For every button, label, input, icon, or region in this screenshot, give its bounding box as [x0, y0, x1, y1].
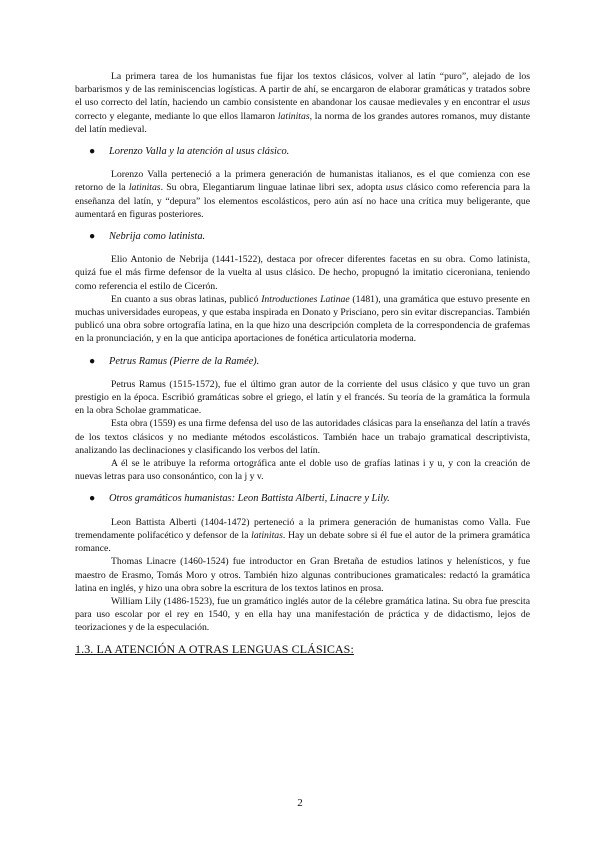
bullet-icon: ● — [89, 231, 96, 243]
bullet-icon: ● — [89, 355, 96, 367]
nebrija-paragraph-2: En cuanto a sus obras latinas, publicó Introductiones Latinae (1481), una gramática que estuvo presente en muchas universidades europeas, y que estaba inspirada en Donato y Prisciano, pero sin evitar discrepancias. También publicó una obra sobre ortografía latina, en la que hizo una descripción completa de la correspondencia de grafemas en la pronunciación, y en la que anticipa aportaciones de fonética articulatoria moderna. — [75, 293, 530, 345]
document-page — [75, 70, 530, 656]
bullet-icon: ● — [89, 146, 96, 158]
bullet-heading-otros: ● Otros gramáticos humanistas: Leon Battista Alberti, Linacre y Lily. — [75, 492, 530, 505]
page-number: 2 — [297, 797, 303, 809]
intro-paragraph: La primera tarea de los humanistas fue fijar los textos clásicos, volver al latín “puro”, alejado de los barbarismos y de las reminiscencias logísticas. A partir de ahí, se encargaron de elaborar gramáticas y tratados sobre el uso correcto del latín, haciendo un cambio consistente en abandonar los causae medievales y en encontrar el usus correcto y elegante, mediante lo que ellos llamaron latinitas, la norma de los grandes autores romanos, muy distante del latín medieval. — [75, 71, 530, 135]
nebrija-paragraph-1: Elio Antonio de Nebrija (1441-1522), destaca por ofrecer diferentes facetas en su obra. Como latinista, quizá fue el más firme defensor de la vuelta al usus clásico. De hecho, propugnó la imitatio ciceroniana, teniendo como referencia el estilo de Cicerón. — [75, 254, 530, 292]
ramus-paragraph-1: Petrus Ramus (1515-1572), fue el último gran autor de la corriente del usus clásico y que tuvo un gran prestigio en la época. Escribió gramáticas sobre el griego, el latín y el francés. Su teoría de la gramática la formula en la obra Scholae grammaticae. — [75, 378, 530, 417]
ramus-paragraph-2: Esta obra (1559) es una firme defensa del uso de las autoridades clásicas para la enseñanza del latín a través de los textos clásicos y no mediante métodos escolásticos. También hace un trabajo gramatical descriptivista, analizando las declinaciones y clasificando los verbos del latín. — [75, 418, 530, 456]
otros-paragraph-3: William Lily (1486-1523), fue un gramático inglés autor de la célebre gramática latina. Su obra fue prescita para uso escolar por el rey en 1540, y en ella hay una manifestación de práctica y de didactismo, lejos de teorizaciones y de la especulación. — [75, 595, 530, 634]
bullet-heading-ramus: ● Petrus Ramus (Pierre de la Ramée). — [75, 355, 530, 368]
bullet-icon: ● — [89, 493, 96, 505]
bullet-heading-nebrija: ● Nebrija como latinista. — [75, 230, 530, 243]
section-heading: 1.3. LA ATENCIÓN A OTRAS LENGUAS CLÁSICAS: — [75, 641, 354, 656]
bullet-heading-valla: ● Lorenzo Valla y la atención al usus clásico. — [75, 145, 530, 158]
otros-paragraph-1: Leon Battista Alberti (1404-1472) perteneció a la primera generación de humanistas como Valla. Fue tremendamente polifacético y defensor de la latinitas. Hay un debate sobre si él fue el autor de la primera gramática romance. — [75, 516, 530, 555]
otros-paragraph-2: Thomas Linacre (1460-1524) fue introductor en Gran Bretaña de estudios latinos y helenísticos, y fue maestro de Erasmo, Tomás Moro y otros. También hizo algunas contribuciones gramaticales: redactó la gramática latina en inglés, y hizo una obra sobre la escritura de los textos latinos en prosa. — [75, 556, 530, 594]
valla-paragraph: Lorenzo Valla perteneció a la primera generación de humanistas italianos, es el que comienza con ese retorno de la latinitas. Su obra, Elegantiarum linguae latinae libri sex, adopta usus clásico como referencia para la enseñanza del latín, y “depura” los elementos escolásticos, pero aún así no hace una crítica muy beligerante, que aumentará en figuras posteriores. — [75, 169, 530, 220]
ramus-paragraph-3: A él se le atribuye la reforma ortográfica ante el doble uso de grafías latinas i y u, y con la creación de nuevas letras para uso consonántico, con la j y v. — [75, 458, 530, 483]
